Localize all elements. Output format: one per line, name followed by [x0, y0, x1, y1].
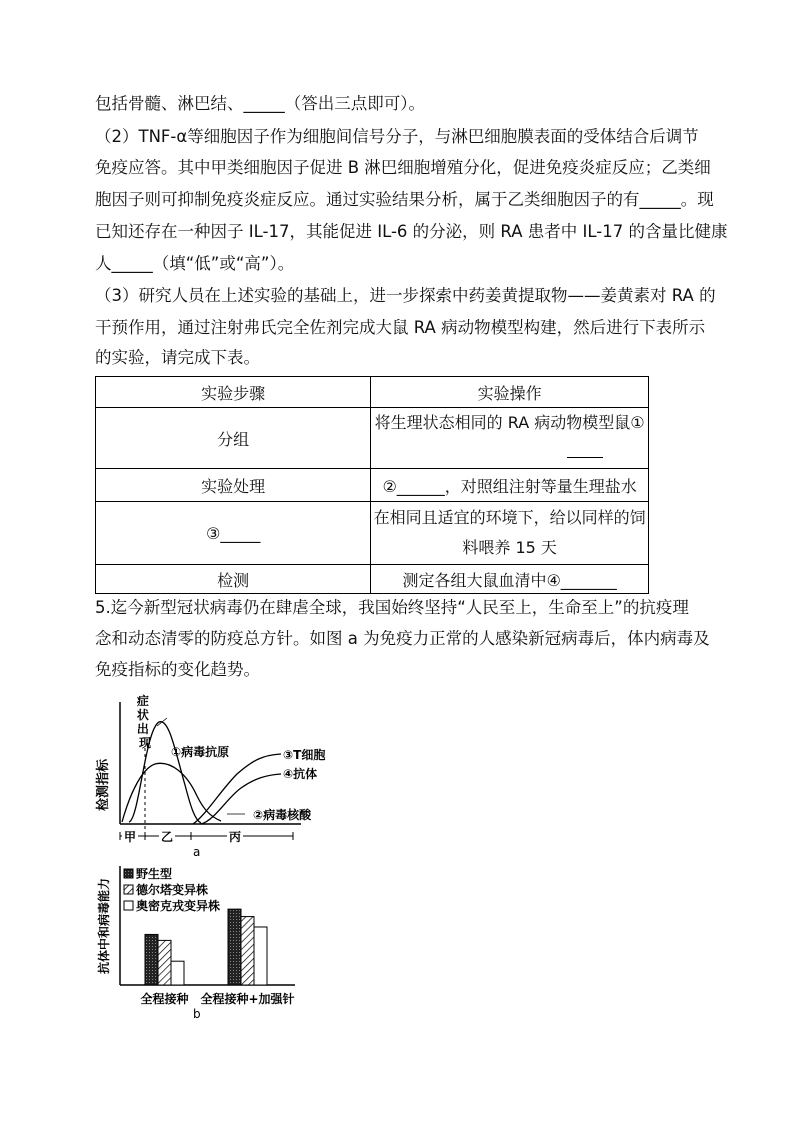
phase-2-label: 乙 — [161, 830, 174, 844]
bar-1-0 — [228, 909, 241, 985]
paragraph-line: 免疫应答。其中甲类细胞因子促进 B 淋巴细胞增殖分化，促进免疫炎症反应；乙类细 — [95, 158, 711, 177]
legend-label: 奥密克戎变异株 — [136, 899, 221, 913]
legend-label: 德尔塔变异株 — [136, 883, 209, 897]
table-header-operation: 实验操作 — [371, 377, 649, 408]
paragraph-line: 胞因子则可抑制免疫炎症反应。通过实验结果分析，属于乙类细胞因子的有_____。现 — [95, 190, 714, 209]
question-line: 念和动态清零的防疫总方针。如图 a 为免疫力正常的人感染新冠病毒后，体内病毒及 — [95, 629, 710, 648]
t-cell-label: ③T细胞 — [283, 748, 326, 762]
table-cell: ③_____ — [96, 502, 371, 565]
table-cell: 测定各组大鼠血清中④_______ — [371, 565, 649, 594]
question-line: 5.迄今新型冠状病毒仍在肆虐全球，我国始终坚持“人民至上，生命至上”的抗疫理 — [95, 598, 689, 617]
legend-label: 野生型 — [136, 867, 173, 881]
table-cell: 分组 — [96, 408, 371, 469]
table-header-step: 实验步骤 — [96, 377, 371, 408]
y-axis-label: 检测指标 — [96, 758, 111, 812]
table-cell — [371, 408, 649, 469]
bar-0-0 — [145, 934, 158, 985]
table-cell: ②______，对照组注射等量生理盐水 — [371, 469, 649, 502]
table-cell: 检测 — [96, 565, 371, 594]
paragraph-line: 包括骨髓、淋巴结、_____（答出三点即可）。 — [95, 94, 425, 113]
bar-1-1 — [241, 917, 254, 985]
figure-a-caption: a — [193, 845, 201, 859]
figure-a-diagram — [95, 690, 335, 860]
table-cell-text: 将生理状态相同的 RA 病动物模型鼠① — [374, 413, 645, 432]
table-cell-text: 在相同且适宜的环境下，给以同样的饲 — [373, 508, 646, 527]
experiment-table — [95, 376, 649, 594]
paragraph-line: 干预作用，通过注射弗氏完全佐剂完成大鼠 RA 病动物模型构建，然后进行下表所示 — [95, 318, 706, 337]
phase-3-label: 丙 — [229, 830, 242, 844]
figure-b-caption: b — [193, 1007, 201, 1021]
antigen-label: ①病毒抗原 — [171, 745, 230, 759]
legend-swatch — [124, 885, 133, 894]
figure-b-chart — [95, 862, 315, 1022]
nucleic-acid-curve — [122, 763, 221, 822]
table-cell — [371, 502, 649, 565]
paragraph-line: （2）TNF-α等细胞因子作为细胞间信号分子，与淋巴细胞膜表面的受体结合后调节 — [95, 127, 699, 146]
bar-1-2 — [254, 927, 267, 985]
y-axis-label: 抗体中和病毒能力 — [97, 877, 111, 975]
category-label: 全程接种+加强针 — [200, 992, 295, 1006]
paragraph-line: 的实验，请完成下表。 — [95, 348, 260, 367]
paragraph-line: （3）研究人员在上述实验的基础上，进一步探索中药姜黄提取物——姜黄素对 RA 的 — [95, 286, 716, 305]
bar-0-2 — [171, 961, 184, 985]
table-cell-text: 料喂养 15 天 — [462, 538, 557, 557]
nucleic-acid-label: ②病毒核酸 — [253, 808, 312, 822]
paragraph-line: 人_____（填“低”或“高”）。 — [95, 254, 295, 273]
legend-swatch — [124, 901, 133, 910]
bar-0-1 — [158, 940, 171, 985]
category-label: 全程接种 — [140, 992, 189, 1006]
symptom-label: 症 状 出 现 — [136, 694, 152, 750]
table-cell: 实验处理 — [96, 469, 371, 502]
answer-blank-1[interactable] — [371, 438, 648, 468]
paragraph-line: 已知还存在一种因子 IL-17，其能促进 IL-6 的分泌，则 RA 患者中 IL-17 的含量比健康 — [95, 222, 728, 241]
legend-swatch — [124, 869, 133, 878]
antibody-label: ④抗体 — [283, 767, 318, 781]
phase-1-label: 甲 — [124, 830, 137, 844]
question-line: 免疫指标的变化趋势。 — [95, 660, 260, 679]
